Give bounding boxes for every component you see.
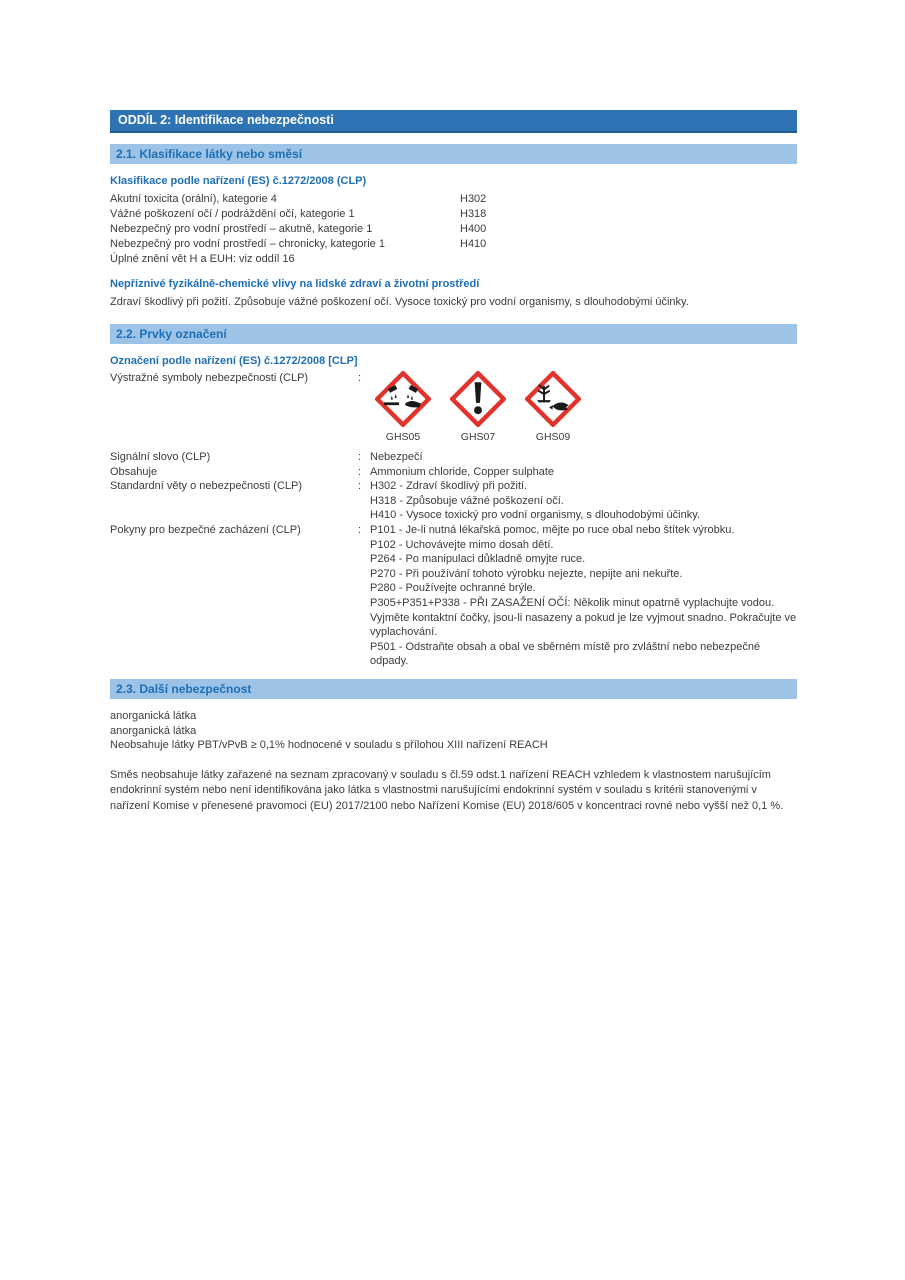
signal-word-label: Signální slovo (CLP) [110,451,211,464]
hazard-statement-line: H302 - Zdraví škodlivý při požití. [370,480,528,493]
precautionary-statement-line: P305+P351+P338 - PŘI ZASAŽENÍ OČÍ: Několik minut opatrně vyplachujte vodou. Vyjměte kontaktní čočky, jsou-li nasazeny a pokud je lze vyjmout snadno. Pokračujte ve vyplachování. [370,597,797,639]
sds-section-2-page [110,0,797,814]
hazard-statements-row [110,479,797,523]
h-code: H410 [460,238,487,250]
other-hazards-line: anorganická látka [110,710,197,722]
pictogram-code-label: GHS09 [535,430,571,443]
full-text-note: Úplné znění vět H a EUH: viz oddíl 16 [110,253,295,265]
signal-word-value: Nebezpečí [370,451,423,464]
pictogram-ghs05 [374,371,432,445]
precautionary-statement-line: P264 - Po manipulaci důkladně omyjte ruce. [370,553,586,566]
classification-row [110,192,797,207]
pictogram-ghs07 [449,371,507,445]
ghs09-environment-icon [525,371,581,427]
precautionary-statements-row [110,523,797,669]
classification-row [110,237,797,252]
precautionary-statement-line: P280 - Používejte ochranné brýle. [370,582,536,595]
hazard-class-label: Nebezpečný pro vodní prostředí – chronicky, kategorie 1 [110,238,385,250]
contains-label: Obsahuje [110,465,158,478]
separator-colon: : [358,371,362,384]
precautionary-statement-line: P101 - Je-li nutná lékařská pomoc, mějte po ruce obal nebo štítek výrobku. [370,524,735,537]
ghs05-corrosion-icon [375,371,431,427]
adverse-effects-text: Zdraví škodlivý při požití. Způsobuje vážné poškození očí. Vysoce toxický pro vodní organismy, s dlouhodobými účinky. [110,296,689,308]
precautionary-statements-list [370,523,797,669]
endocrine-disruptor-paragraph: Směs neobsahuje látky zařazené na seznam zpracovaný v souladu s čl.59 odst.1 nařízení REACH vzhledem k vlastnostem narušujícím endokrinní systém nebo není identifikována jako látka s vlastnostmi narušujícími endokrinní systém v souladu s kritérii stanovenými v nařízení Komise v přenesené pravomoci (EU) 2017/2100 nebo Nařízení Komise (EU) 2018/605 v koncentraci rovné nebo vyšší než 0,1 %. [110,768,784,812]
hazard-statements-label: Standardní věty o nebezpečnosti (CLP) [110,480,303,493]
separator-colon: : [358,465,362,478]
hazard-statements-list [370,479,797,523]
section-2-header: ODDÍL 2: Identifikace nebezpečnosti [110,110,797,133]
pictogram-strip [370,371,797,445]
hazard-class-label: Nebezpečný pro vodní prostředí – akutně, kategorie 1 [110,223,373,235]
pictogram-ghs09 [524,371,582,445]
h-code: H400 [460,223,487,235]
hazard-class-label: Vážné poškození očí / podráždění očí, kategorie 1 [110,208,355,220]
precautionary-statement-line: P270 - Při používání tohoto výrobku nejezte, nepijte ani nekuřte. [370,567,683,580]
pictogram-code-label: GHS07 [460,430,496,443]
precautionary-statement-line: P501 - Odstraňte obsah a obal ve sběrném místě pro zvláštní nebo nebezpečné odpady. [370,640,761,668]
signal-word-row [110,450,797,465]
subsection-2-3-header: 2.3. Další nebezpečnost [110,679,797,699]
h-code: H318 [460,208,487,220]
separator-colon: : [358,480,362,493]
h-code: H302 [460,193,487,205]
hazard-statement-line: H318 - Způsobuje vážné poškození očí. [370,494,564,507]
pictogram-code-label: GHS05 [385,430,421,443]
subsection-2-1-header: 2.1. Klasifikace látky nebo směsí [110,144,797,164]
classification-row [110,207,797,222]
hazard-pictograms-row [110,371,797,445]
separator-colon: : [358,524,362,537]
contains-value: Ammonium chloride, Copper sulphate [370,465,555,478]
subsection-2-2-header: 2.2. Prvky označení [110,324,797,344]
ghs07-exclamation-icon [450,371,506,427]
hazard-pictograms-label: Výstražné symboly nebezpečnosti (CLP) [110,371,309,384]
contains-row [110,465,797,480]
precautionary-statements-label: Pokyny pro bezpečné zacházení (CLP) [110,524,301,537]
classification-row [110,222,797,237]
other-hazards-line: Neobsahuje látky PBT/vPvB ≥ 0,1% hodnocené v souladu s přílohou XIII nařízení REACH [110,739,548,752]
hazard-statement-line: H410 - Vysoce toxický pro vodní organismy, s dlouhodobými účinky. [370,509,700,522]
labelling-regulation-title: Označení podle nařízení (ES) č.1272/2008 [CLP] [110,354,358,367]
hazard-class-label: Akutní toxicita (orální), kategorie 4 [110,193,277,205]
separator-colon: : [358,451,362,464]
other-hazards-list [110,709,797,753]
adverse-effects-title: Nepříznivé fyzikálně-chemické vlivy na lidské zdraví a životní prostředí [110,278,480,290]
precautionary-statement-line: P102 - Uchovávejte mimo dosah dětí. [370,538,554,551]
clp-classification-title: Klasifikace podle nařízení (ES) č.1272/2008 (CLP) [110,175,367,187]
classification-table [110,192,797,267]
other-hazards-line: anorganická látka [110,724,197,737]
